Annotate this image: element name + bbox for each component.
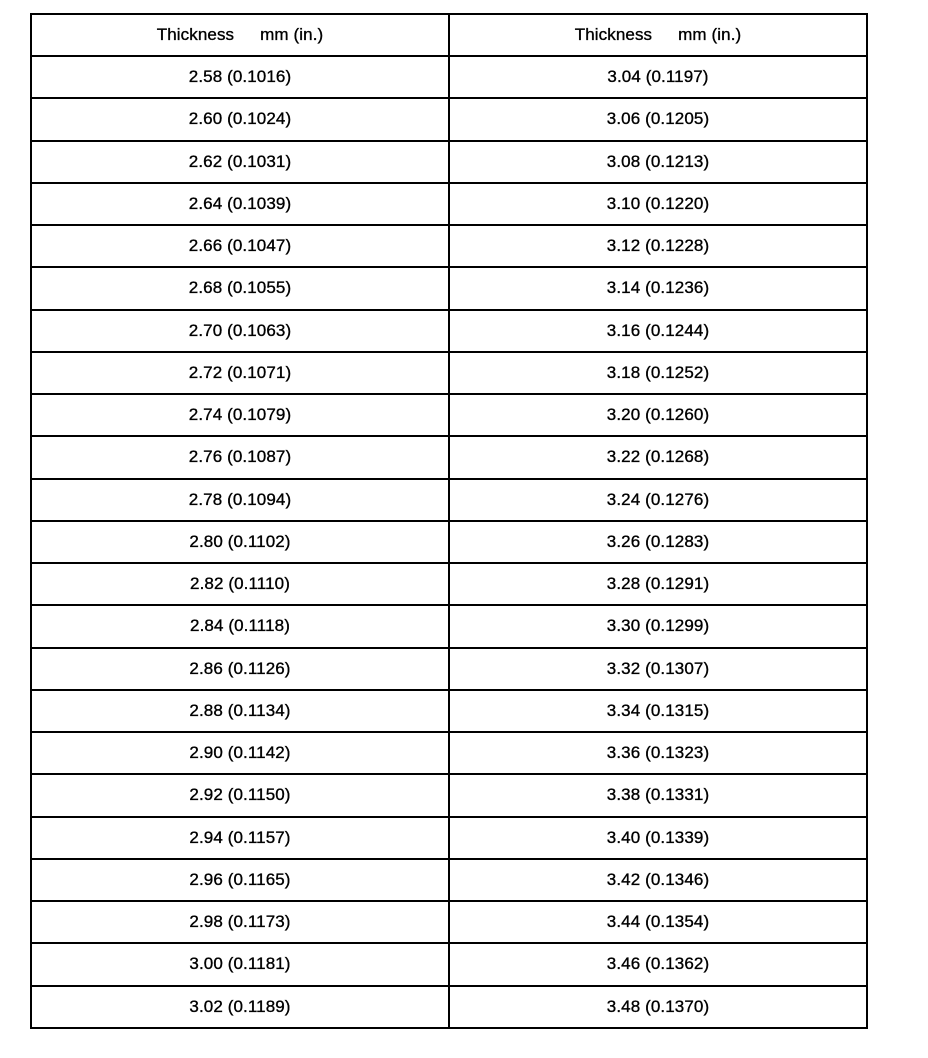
- table-cell-right: 3.32 (0.1307): [449, 648, 867, 690]
- table-body: [31, 56, 867, 1028]
- table-row: [31, 901, 867, 943]
- table-cell-right: 3.22 (0.1268): [449, 436, 867, 478]
- column-header-label: Thickness: [156, 25, 235, 44]
- table-cell-right: 3.42 (0.1346): [449, 859, 867, 901]
- table-row: [31, 732, 867, 774]
- table-cell-right: 3.30 (0.1299): [449, 605, 867, 647]
- table-cell-right: 3.18 (0.1252): [449, 352, 867, 394]
- table-cell-left: 2.70 (0.1063): [31, 310, 449, 352]
- table-cell-left: 2.72 (0.1071): [31, 352, 449, 394]
- table-row: [31, 690, 867, 732]
- table-row: [31, 141, 867, 183]
- column-header-unit: mm (in.): [260, 25, 324, 44]
- table-cell-right: 3.08 (0.1213): [449, 141, 867, 183]
- table-row: [31, 98, 867, 140]
- table-row: [31, 817, 867, 859]
- table-row: [31, 267, 867, 309]
- table-cell-right: 3.38 (0.1331): [449, 774, 867, 816]
- table-row: [31, 859, 867, 901]
- table-row: [31, 225, 867, 267]
- table-cell-right: 3.06 (0.1205): [449, 98, 867, 140]
- table-cell-left: 2.74 (0.1079): [31, 394, 449, 436]
- table-row: [31, 479, 867, 521]
- table-cell-left: 2.78 (0.1094): [31, 479, 449, 521]
- table-row: [31, 436, 867, 478]
- table-cell-left: 2.76 (0.1087): [31, 436, 449, 478]
- column-header-unit: mm (in.): [678, 25, 742, 44]
- table-row: [31, 563, 867, 605]
- table-cell-left: 2.96 (0.1165): [31, 859, 449, 901]
- table-cell-right: 3.10 (0.1220): [449, 183, 867, 225]
- table-cell-right: 3.40 (0.1339): [449, 817, 867, 859]
- table-cell-left: 3.00 (0.1181): [31, 943, 449, 985]
- table-row: [31, 648, 867, 690]
- table-cell-right: 3.46 (0.1362): [449, 943, 867, 985]
- table-cell-left: 2.84 (0.1118): [31, 605, 449, 647]
- table-cell-right: 3.04 (0.1197): [449, 56, 867, 98]
- table-cell-right: 3.44 (0.1354): [449, 901, 867, 943]
- table-row: [31, 394, 867, 436]
- table-cell-left: 2.98 (0.1173): [31, 901, 449, 943]
- table-cell-right: 3.12 (0.1228): [449, 225, 867, 267]
- table-cell-left: 2.88 (0.1134): [31, 690, 449, 732]
- table-cell-right: 3.28 (0.1291): [449, 563, 867, 605]
- table-row: [31, 183, 867, 225]
- table-row: [31, 774, 867, 816]
- table-cell-left: 2.68 (0.1055): [31, 267, 449, 309]
- table-cell-left: 2.80 (0.1102): [31, 521, 449, 563]
- column-header-label: Thickness: [574, 25, 653, 44]
- column-header-right: [449, 14, 867, 56]
- table-row: [31, 521, 867, 563]
- table-row: [31, 605, 867, 647]
- table-cell-right: 3.34 (0.1315): [449, 690, 867, 732]
- table-row: [31, 56, 867, 98]
- table-cell-left: 3.02 (0.1189): [31, 986, 449, 1029]
- table-cell-left: 2.86 (0.1126): [31, 648, 449, 690]
- table-cell-left: 2.58 (0.1016): [31, 56, 449, 98]
- table-cell-right: 3.24 (0.1276): [449, 479, 867, 521]
- table-cell-left: 2.94 (0.1157): [31, 817, 449, 859]
- table-cell-right: 3.36 (0.1323): [449, 732, 867, 774]
- table-cell-left: 2.62 (0.1031): [31, 141, 449, 183]
- table-cell-right: 3.16 (0.1244): [449, 310, 867, 352]
- table-row: [31, 352, 867, 394]
- thickness-table: [30, 13, 868, 1029]
- table-cell-left: 2.82 (0.1110): [31, 563, 449, 605]
- table-cell-right: 3.14 (0.1236): [449, 267, 867, 309]
- table-cell-left: 2.64 (0.1039): [31, 183, 449, 225]
- table-row: [31, 943, 867, 985]
- table-row: [31, 986, 867, 1029]
- table-cell-left: 2.92 (0.1150): [31, 774, 449, 816]
- table-cell-left: 2.60 (0.1024): [31, 98, 449, 140]
- table-row: [31, 310, 867, 352]
- table-cell-left: 2.66 (0.1047): [31, 225, 449, 267]
- table-cell-left: 2.90 (0.1142): [31, 732, 449, 774]
- table-cell-right: 3.48 (0.1370): [449, 986, 867, 1029]
- column-header-left: [31, 14, 449, 56]
- table-cell-right: 3.26 (0.1283): [449, 521, 867, 563]
- table-header-row: [31, 14, 867, 56]
- table-cell-right: 3.20 (0.1260): [449, 394, 867, 436]
